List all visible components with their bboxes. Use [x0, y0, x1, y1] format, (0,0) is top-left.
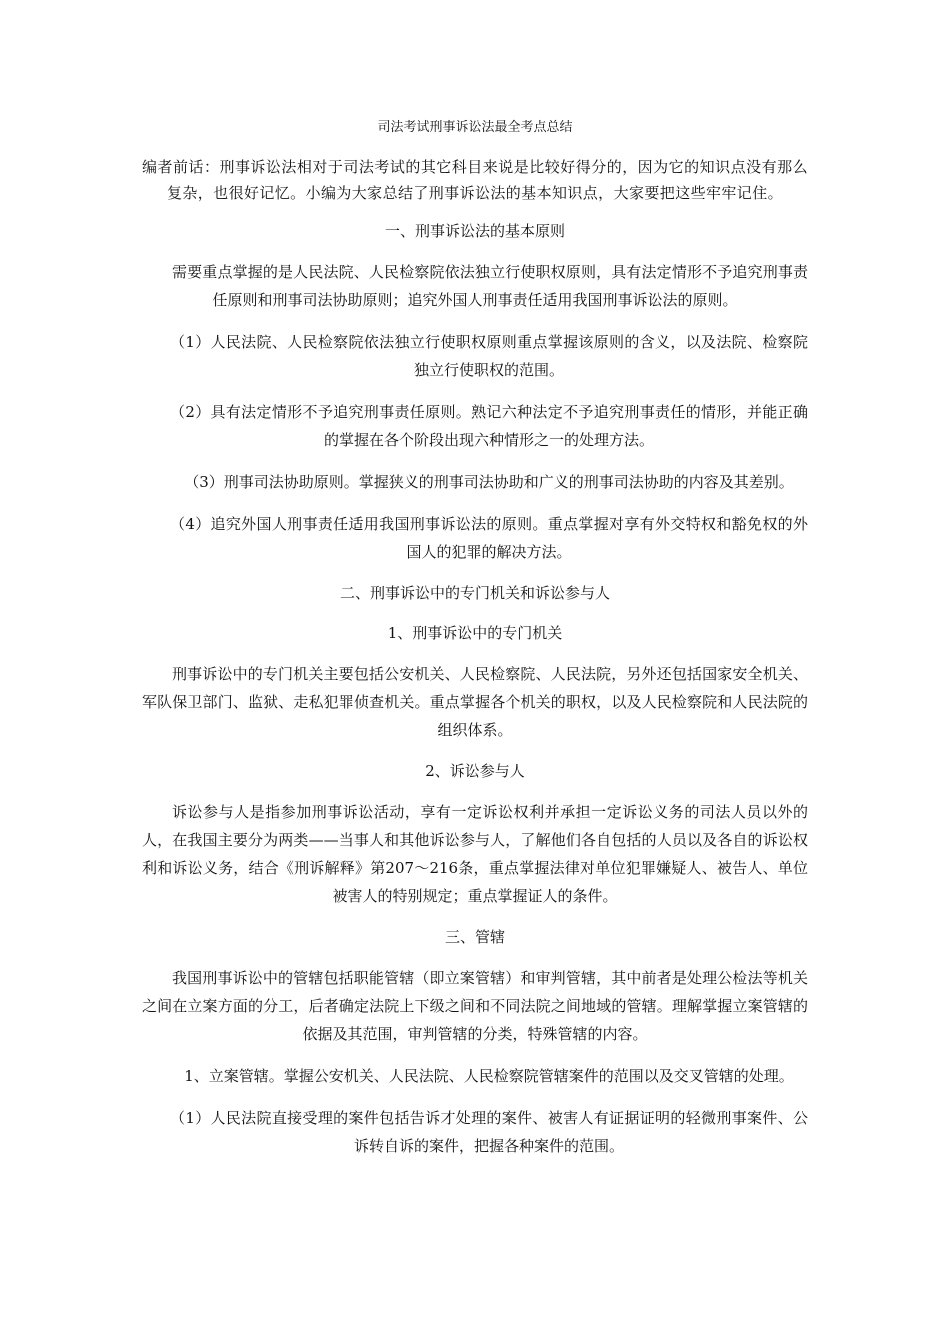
section-1-item-1: （1）人民法院、人民检察院依法独立行使职权原则重点掌握该原则的含义，以及法院、检察院独立行使职权的范围。 — [170, 333, 808, 379]
section-3-item-1: 1、立案管辖。掌握公安机关、人民法院、人民检察院管辖案件的范围以及交叉管辖的处理。 — [184, 1067, 794, 1085]
section-2-1-text: 刑事诉讼中的专门机关主要包括公安机关、人民检察院、人民法院，另外还包括国家安全机关、军队保卫部门、监狱、走私犯罪侦查机关。重点掌握各个机关的职权，以及人民检察院和人民法院的组织体系。 — [142, 665, 808, 739]
section-1-item-2: （2）具有法定情形不予追究刑事责任原则。熟记六种法定不予追究刑事责任的情形，并能正确的掌握在各个阶段出现六种情形之一的处理方法。 — [170, 403, 808, 449]
section-1-item-3: （3）刑事司法协助原则。掌握狭义的刑事司法协助和广义的刑事司法协助的内容及其差别。 — [184, 473, 794, 491]
section-2-2-heading: 2、诉讼参与人 — [425, 762, 525, 780]
document-page — [142, 118, 808, 1174]
editor-note: 编者前话：刑事诉讼法相对于司法考试的其它科目来说是比较好得分的，因为它的知识点没有那么复杂，也很好记忆。小编为大家总结了刑事诉讼法的基本知识点，大家要把这些牢牢记住。 — [142, 158, 808, 202]
section-1-heading: 一、刑事诉讼法的基本原则 — [384, 222, 565, 240]
section-1-intro: 需要重点掌握的是人民法院、人民检察院依法独立行使职权原则，具有法定情形不予追究刑事责任原则和刑事司法协助原则；追究外国人刑事责任适用我国刑事诉讼法的原则。 — [172, 263, 808, 309]
section-2-heading: 二、刑事诉讼中的专门机关和诉讼参与人 — [339, 584, 610, 602]
section-3-intro: 我国刑事诉讼中的管辖包括职能管辖（即立案管辖）和审判管辖，其中前者是处理公检法等机关之间在立案方面的分工，后者确定法院上下级之间和不同法院之间地域的管辖。理解掌握立案管辖的依据及其范围，审判管辖的分类，特殊管辖的内容。 — [142, 969, 808, 1043]
section-3-heading: 三、管辖 — [444, 928, 505, 946]
section-3-item-2: （1）人民法院直接受理的案件包括告诉才处理的案件、被害人有证据证明的轻微刑事案件、公诉转自诉的案件，把握各种案件的范围。 — [170, 1109, 808, 1155]
section-1-item-4: （4）追究外国人刑事责任适用我国刑事诉讼法的原则。重点掌握对享有外交特权和豁免权的外国人的犯罪的解决方法。 — [170, 515, 808, 561]
document-title: 司法考试刑事诉讼法最全考点总结 — [377, 120, 573, 135]
section-2-1-heading: 1、刑事诉讼中的专门机关 — [387, 624, 563, 642]
section-2-2-text: 诉讼参与人是指参加刑事诉讼活动，享有一定诉讼权利并承担一定诉讼义务的司法人员以外的人，在我国主要分为两类——当事人和其他诉讼参与人，了解他们各自包括的人员以及各自的诉讼权利和诉讼义务，结合《刑诉解释》第207～216条，重点掌握法律对单位犯罪嫌疑人、被告人、单位被害人的特别规定；重点掌握证人的条件。 — [142, 803, 808, 905]
